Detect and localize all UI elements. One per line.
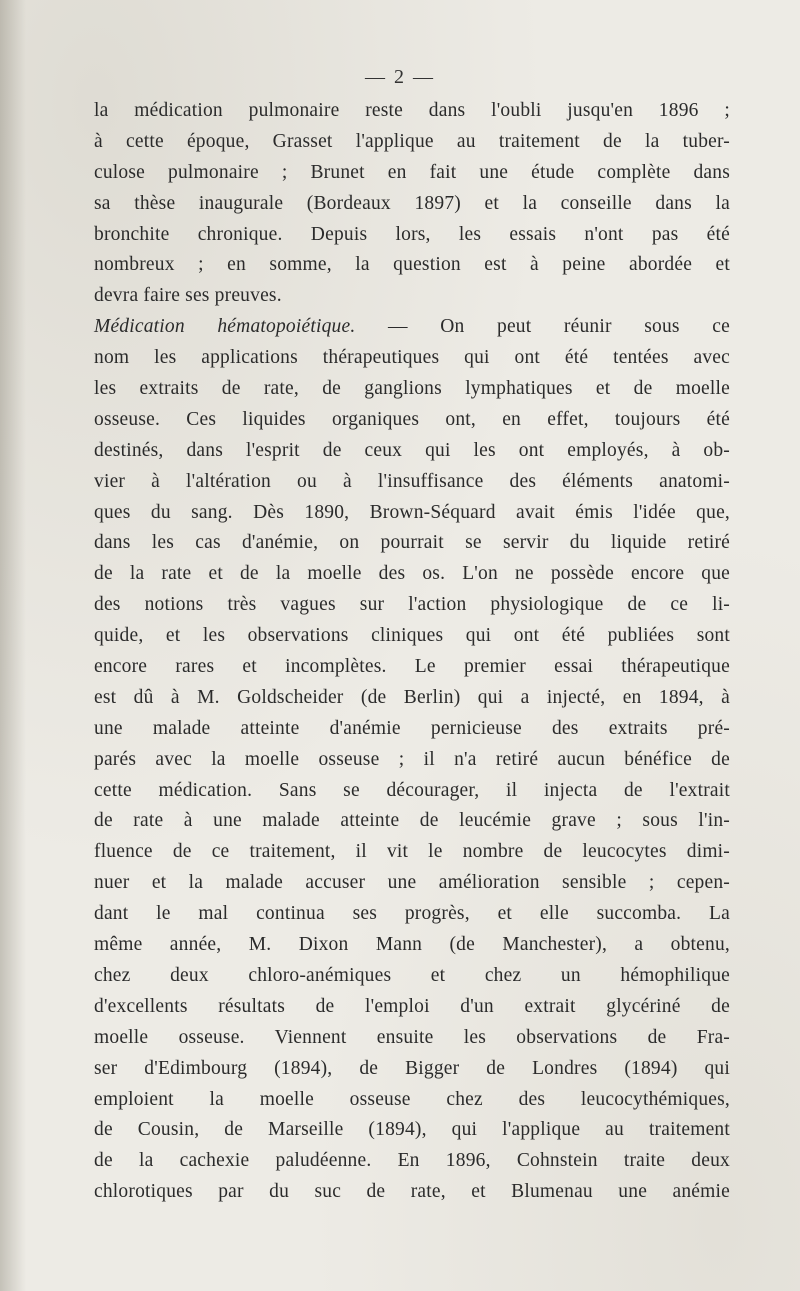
text-line: encore rares et incomplètes. Le premier essai thérapeutique — [94, 656, 730, 678]
text-line: ser d'Edimbourg (1894), de Bigger de Londres (1894) qui — [94, 1057, 730, 1079]
page-number: — 2 — — [365, 66, 435, 88]
page-edge-shadow — [0, 0, 26, 1291]
text-line: même année, M. Dixon Mann (de Manchester), a obtenu, — [94, 934, 730, 956]
text-line: quide, et les observations cliniques qui ont été publiées sont — [94, 625, 730, 647]
text-line: une malade atteinte d'anémie pernicieuse des extraits pré- — [94, 717, 730, 739]
text-line: emploient la moelle osseuse chez des leucocythémiques, — [94, 1088, 730, 1110]
text-line: sa thèse inaugurale (Bordeaux 1897) et la conseille dans la — [94, 192, 730, 214]
text-line: nom les applications thérapeutiques qui ont été tentées avec — [94, 347, 730, 369]
text-line: à cette époque, Grasset l'applique au traitement de la tuber- — [94, 130, 730, 152]
section-heading-line — [94, 312, 730, 343]
text-line: les extraits de rate, de ganglions lymphatiques et de moelle — [94, 378, 730, 400]
text-line: nombreux ; en somme, la question est à peine abordée et — [94, 254, 730, 276]
text-line: cette médication. Sans se décourager, il injecta de l'extrait — [94, 779, 730, 801]
text-line: devra faire ses preuves. — [94, 285, 282, 307]
text-line: de la cachexie paludéenne. En 1896, Cohnstein traite deux — [94, 1150, 730, 1172]
text-line: culose pulmonaire ; Brunet en fait une étude complète dans — [94, 161, 730, 183]
text-line: chlorotiques par du suc de rate, et Blumenau une anémie — [94, 1181, 730, 1203]
section-heading: Médication hématopoiétique. — [94, 316, 356, 338]
text-line: de Cousin, de Marseille (1894), qui l'applique au traitement — [94, 1119, 730, 1141]
heading-continuation: On peut réunir sous ce — [440, 316, 730, 338]
text-line: de la rate et de la moelle des os. L'on ne possède encore que — [94, 563, 730, 585]
heading-dash: — — [355, 316, 441, 338]
text-line: chez deux chloro-anémiques et chez un hémophilique — [94, 964, 730, 986]
text-line: vier à l'altération ou à l'insuffisance des éléments anatomi- — [94, 470, 730, 492]
text-line: d'excellents résultats de l'emploi d'un extrait glycériné de — [94, 995, 730, 1017]
text-line: ques du sang. Dès 1890, Brown-Séquard avait émis l'idée que, — [94, 501, 730, 523]
body-text — [94, 96, 730, 1208]
text-line: bronchite chronique. Depuis lors, les essais n'ont pas été — [94, 223, 730, 245]
text-line: parés avec la moelle osseuse ; il n'a retiré aucun bénéfice de — [94, 748, 730, 770]
text-line: est dû à M. Goldscheider (de Berlin) qui a injecté, en 1894, à — [94, 686, 730, 708]
text-line: dant le mal continua ses progrès, et elle succomba. La — [94, 903, 730, 925]
text-line: moelle osseuse. Viennent ensuite les observations de Fra- — [94, 1026, 730, 1048]
text-line: la médication pulmonaire reste dans l'oubli jusqu'en 1896 ; — [94, 100, 730, 121]
text-line: nuer et la malade accuser une amélioration sensible ; cepen- — [94, 872, 730, 894]
text-line: dans les cas d'anémie, on pourrait se servir du liquide retiré — [94, 532, 730, 554]
text-line: destinés, dans l'esprit de ceux qui les ont employés, à ob- — [94, 439, 730, 461]
text-line: des notions très vagues sur l'action physiologique de ce li- — [94, 594, 730, 616]
text-line: osseuse. Ces liquides organiques ont, en effet, toujours été — [94, 408, 730, 430]
text-line: fluence de ce traitement, il vit le nombre de leucocytes dimi- — [94, 841, 730, 863]
text-line: de rate à une malade atteinte de leucémie grave ; sous l'in- — [94, 810, 730, 832]
